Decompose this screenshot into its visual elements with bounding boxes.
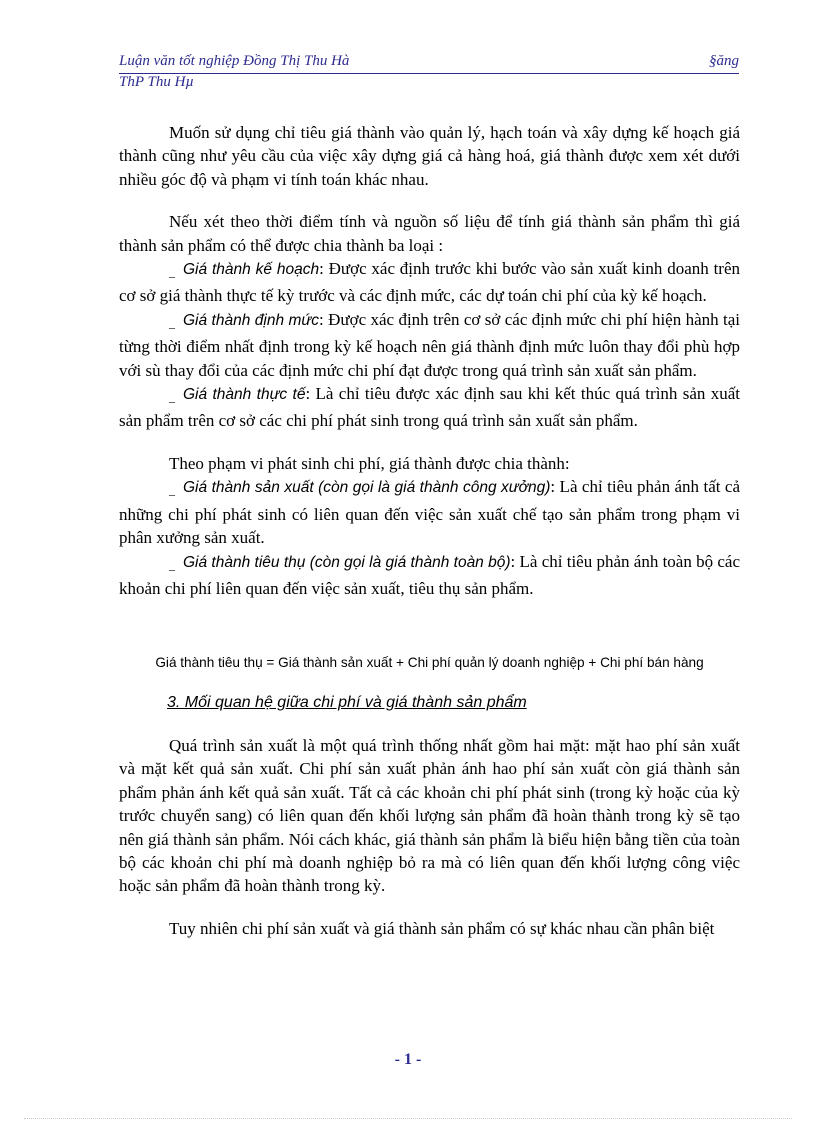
header-right-text: §ăng [709,53,739,69]
section-heading: 3. Mối quan hệ giữa chi phí và giá thành sản phẩm [167,694,527,711]
page-header [119,53,739,91]
bullet-term: Giá thành kế hoạch [183,261,320,279]
document-body-top [119,121,740,600]
paragraph-intro: Muốn sử dụng chỉ tiêu giá thành vào quản lý, hạch toán và xây dựng kế hoạch giá thành cũng như yêu cầu của việc xây dựng giá cả hàng hoá, giá thành được xem xét dưới nhiều góc độ và phạm vi tính toán khác nhau. [119,123,740,189]
paragraph-difference: Tuy nhiên chi phí sản xuất và giá thành sản phẩm có sự khác nhau cần phân biệt [169,918,715,938]
page-number: - 1 - [394,1051,422,1068]
bullet-mark: _ [169,390,175,405]
bullet-term: Giá thành tiêu thụ (còn gọi là giá thành toàn bộ) [183,553,511,571]
list-item [119,550,740,601]
paragraph-classification-scope: Theo phạm vi phát sinh chi phí, giá thành được chia thành: [169,453,570,473]
bullet-mark: _ [169,315,175,330]
list-item [119,308,740,382]
paragraph-relationship: Quá trình sản xuất là một quá trình thống nhất gồm hai mặt: mặt hao phí sản xuất và mặt kết quả sản xuất. Chi phí sản xuất phản ánh hao phí sản xuất còn giá thành sản phẩm phản ánh kết quả sản xuất. Tất cả các khoản chi phí phát sinh (trong kỳ hoặc của kỳ trước chuyển sang) có liên quan đến khối lượng sản phẩm đã hoàn thành trong kỳ sẽ tạo nên giá thành sản phẩm. Nói cách khác, giá thành sản phẩm là biểu hiện bằng tiền của toàn bộ các khoản chi phí mà doanh nghiệp bỏ ra mà có liên quan đến khối lượng công việc hoặc sản phẩm đã hoàn thành trong kỳ. [119,736,740,896]
document-body-bottom [119,734,740,940]
paragraph-classification-time: Nếu xét theo thời điểm tính và nguồn số liệu để tính giá thành sản phẩm thì giá thành sản phẩm có thể được chia thành ba loại : [119,212,740,255]
bullet-text: : Được xác định trên cơ sở các định mức chi phí hiện hành tại từng thời điểm nhất định trong kỳ kế hoạch nên giá thành định mức luôn thay đổi phù hợp với sù thay đổi của các định mức chi phí đạt được trong quá trình sản xuất sản phẩm. [119,309,740,380]
list-item [119,475,740,549]
header-title: Luận văn tốt nghiệp Đồng Thị Thu Hà [119,53,350,69]
bullet-text: : Là chỉ tiêu được xác định sau khi kết thúc quá trình sản xuất sản phẩm trên cơ sở các chi phí phát sinh trong quá trình sản xuất sản phẩm. [119,384,740,431]
bullet-text: : Được xác định trước khi bước vào sản xuất kinh doanh trên cơ sở giá thành thực tế kỳ trước và các định mức, các dự toán chi phí của kỳ kế hoạch. [119,259,740,306]
bullet-text: : Là chỉ tiêu phản ánh toàn bộ các khoản chi phí liên quan đến việc sản xuất, tiêu thụ sản phẩm. [119,551,740,598]
bullet-mark: _ [169,483,175,498]
list-item [119,382,740,433]
bullet-term: Giá thành thực tế [183,386,306,404]
header-line [119,53,739,74]
formula: Giá thành tiêu thụ = Giá thành sản xuất + Chi phí quản lý doanh nghiệp + Chi phí bán hàng [155,655,704,670]
header-subtitle: ThP Thu Hµ [119,74,195,90]
list-item [119,257,740,308]
bullet-term: Giá thành sản xuất (còn gọi là giá thành công xưởng) [183,479,551,497]
bullet-mark: _ [169,265,175,280]
page-bottom-divider [24,1118,792,1119]
bullet-mark: _ [169,557,175,572]
bullet-text: : Là chỉ tiêu phản ánh tất cả những chi phí phát sinh có liên quan đến việc sản xuất chế tạo sản phẩm trong phạm vi phân xưởng sản xuất. [119,477,741,548]
bullet-term: Giá thành định mức [183,311,319,329]
